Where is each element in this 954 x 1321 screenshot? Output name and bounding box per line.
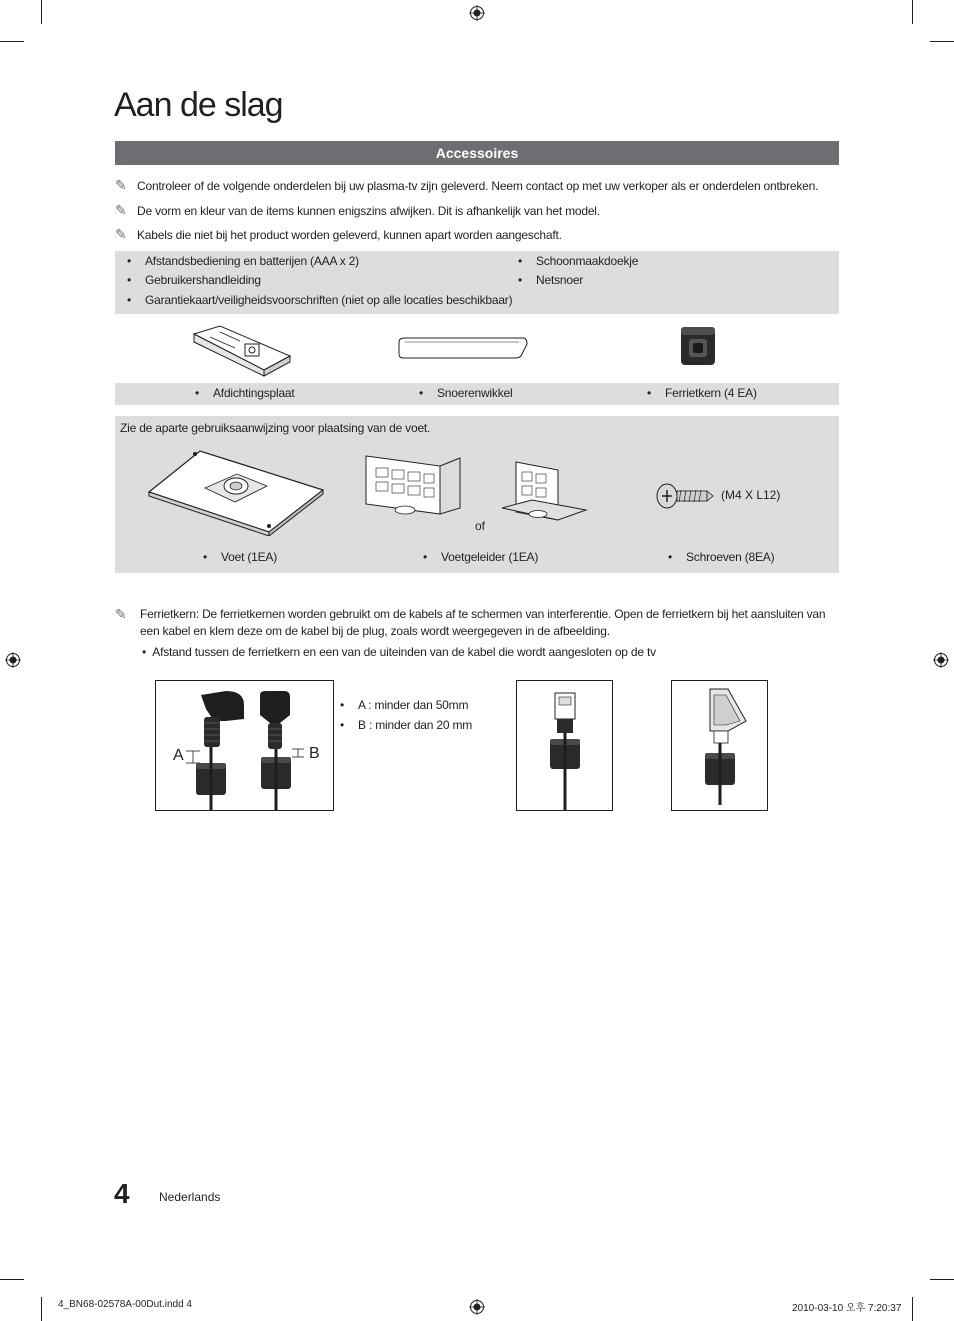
bullet-icon: • bbox=[340, 718, 345, 732]
list-item: • Afdichtingsplaat bbox=[195, 386, 295, 400]
screw-spec: (M4 X L12) bbox=[721, 488, 781, 502]
note-item bbox=[115, 202, 600, 219]
cable-tie-illustration bbox=[395, 334, 530, 362]
ferrite-figure-power bbox=[155, 680, 334, 811]
note-text: De vorm en kleur van de items kunnen enigszins afwijken. Dit is afhankelijk van het model. bbox=[137, 204, 600, 218]
bullet-icon: • bbox=[142, 645, 147, 659]
list-item: • Netsnoer bbox=[518, 273, 584, 287]
list-item: • Voetgeleider (1EA) bbox=[423, 550, 539, 564]
list-item: • B : minder dan 20 mm bbox=[340, 718, 473, 732]
bullet-icon: • bbox=[423, 550, 428, 564]
or-label: of bbox=[475, 519, 486, 533]
ferrite-core-illustration bbox=[679, 323, 717, 368]
list-item: • Ferrietkern (4 EA) bbox=[647, 386, 757, 400]
page-title: Aan de slag bbox=[114, 86, 283, 124]
slug-file: 4_BN68-02578A-00Dut.indd 4 bbox=[58, 1299, 192, 1310]
bullet-icon: • bbox=[340, 698, 345, 712]
list-item: • Schroeven (8EA) bbox=[668, 550, 775, 564]
crop-mark bbox=[912, 1297, 913, 1321]
note-pen-icon: ✎ bbox=[115, 202, 127, 218]
list-item: • Gebruikershandleiding bbox=[127, 273, 261, 287]
ferrite-figure-scart bbox=[671, 680, 768, 811]
stand-base-illustration bbox=[145, 446, 327, 536]
bullet-icon: • bbox=[647, 386, 652, 400]
bullet-icon: • bbox=[203, 550, 208, 564]
note-item bbox=[115, 177, 818, 194]
list-item: • Garantiekaart/veiligheidsvoorschriften (niet op alle locaties beschikbaar) bbox=[127, 293, 513, 307]
list-item: • A : minder dan 50mm bbox=[340, 698, 469, 712]
crop-mark bbox=[41, 0, 42, 24]
contents-list-box bbox=[115, 251, 839, 314]
bullet-icon: • bbox=[127, 254, 132, 268]
list-item: • Schoonmaakdoekje bbox=[518, 254, 639, 268]
ferrite-figure-lan bbox=[516, 680, 613, 811]
crop-mark bbox=[912, 0, 913, 24]
bullet-icon: • bbox=[518, 254, 523, 268]
stand-guide-illustration bbox=[360, 450, 465, 525]
list-item: • Voet (1EA) bbox=[203, 550, 278, 564]
label-a: A bbox=[173, 747, 184, 764]
section-header: Accessoires bbox=[115, 141, 839, 165]
crop-mark bbox=[0, 1279, 24, 1280]
ferrite-note bbox=[115, 606, 839, 640]
stand-instruction: Zie de aparte gebruiksaanwijzing voor plaatsing van de voet. bbox=[120, 421, 431, 435]
ferrite-sub-bullet: • Afstand tussen de ferrietkern en een van de uiteinden van de kabel die wordt aangesloten op de tv bbox=[142, 645, 656, 659]
note-item bbox=[115, 226, 562, 243]
registration-mark-icon bbox=[933, 652, 949, 668]
list-item: • Afstandsbediening en batterijen (AAA x 2) bbox=[127, 254, 359, 268]
screw-illustration bbox=[655, 482, 715, 510]
label-b: B bbox=[309, 745, 320, 762]
bullet-icon: • bbox=[668, 550, 673, 564]
ferrite-note-text: Ferrietkern: De ferrietkernen worden gebruikt om de kabels af te schermen van interferentie. Open de ferrietkern bij het aansluiten van een kabel en klem deze om de kabel bij de plug, zoals wordt weergegeven in de afbeelding. bbox=[140, 607, 826, 638]
note-pen-icon: ✎ bbox=[115, 177, 127, 193]
crop-mark bbox=[930, 1279, 954, 1280]
cover-plate-illustration bbox=[190, 322, 295, 377]
bullet-icon: • bbox=[518, 273, 523, 287]
page-number: 4 bbox=[114, 1178, 130, 1209]
stand-guide-alt-illustration bbox=[498, 458, 590, 532]
bullet-icon: • bbox=[127, 293, 132, 307]
registration-mark-icon bbox=[5, 652, 21, 668]
list-item: • Snoerenwikkel bbox=[419, 386, 513, 400]
registration-mark-icon bbox=[469, 1299, 485, 1315]
slug-timestamp: 2010-03-10 오후 7:20:37 bbox=[792, 1303, 902, 1314]
note-pen-icon: ✎ bbox=[115, 226, 127, 242]
registration-mark-icon bbox=[469, 5, 485, 21]
stand-section-box bbox=[115, 416, 839, 573]
crop-mark bbox=[0, 41, 24, 42]
accessory-label-row bbox=[115, 383, 839, 405]
bullet-icon: • bbox=[419, 386, 424, 400]
note-pen-icon: ✎ bbox=[115, 606, 127, 622]
note-text: Kabels die niet bij het product worden geleverd, kunnen apart worden aangeschaft. bbox=[137, 228, 562, 242]
note-text: Controleer of de volgende onderdelen bij uw plasma-tv zijn geleverd. Neem contact op met uw verkoper als er onderdelen ontbreken. bbox=[137, 179, 819, 193]
bullet-icon: • bbox=[127, 273, 132, 287]
crop-mark bbox=[930, 41, 954, 42]
page-language: Nederlands bbox=[159, 1190, 221, 1204]
bullet-icon: • bbox=[195, 386, 200, 400]
crop-mark bbox=[41, 1297, 42, 1321]
